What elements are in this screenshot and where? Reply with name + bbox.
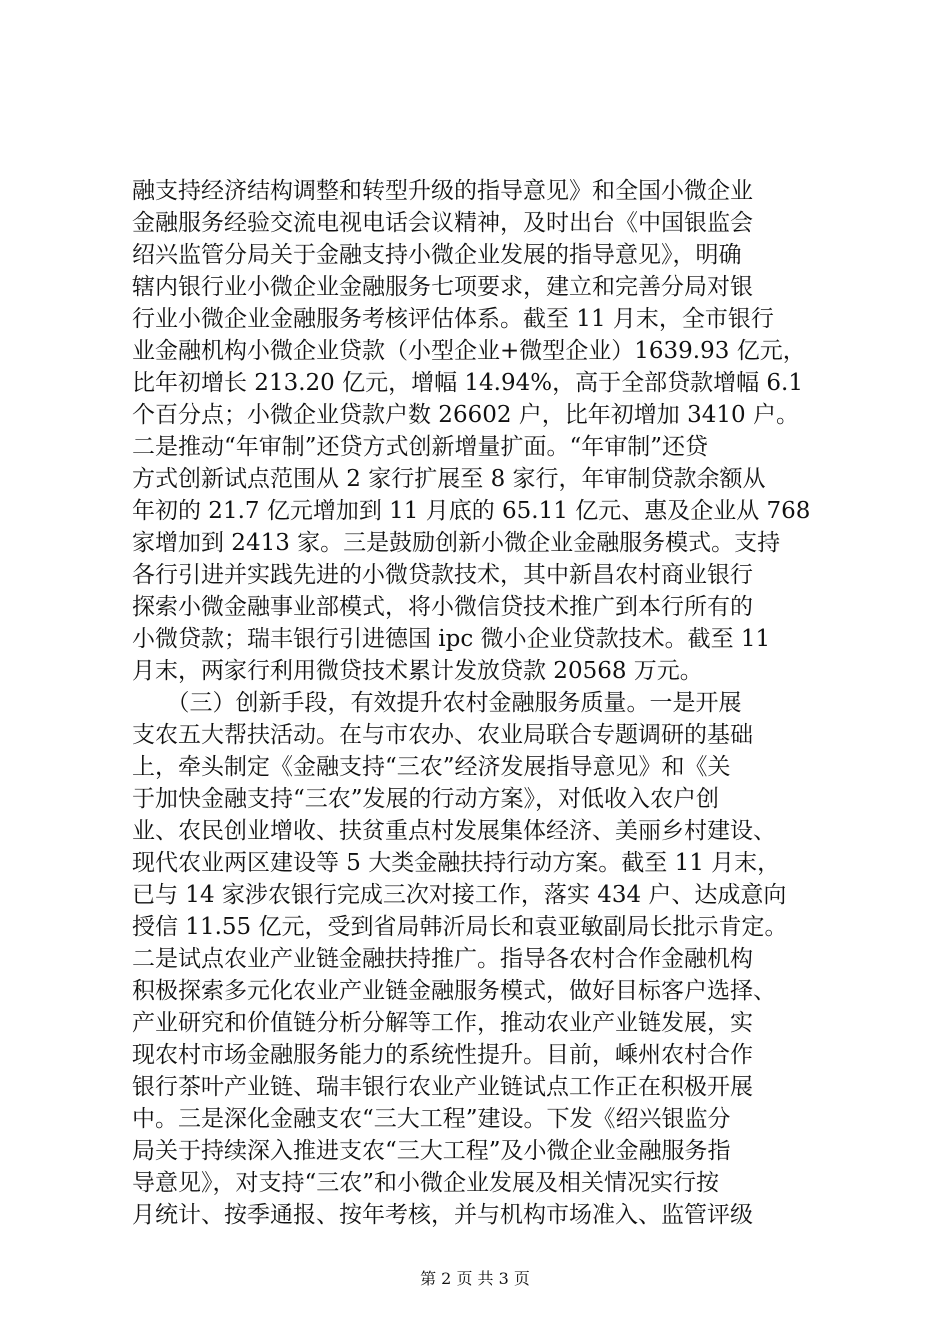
text-line: 已与 14 家涉农银行完成三次对接工作，落实 434 户、达成意向 [132, 882, 787, 908]
text-line: 于加快金融支持“三农”发展的行动方案》，对低收入农户创 [132, 786, 720, 812]
text-line: 中。三是深化金融支农“三大工程”建设。下发《绍兴银监分 [132, 1106, 731, 1132]
text-line: （三）创新手段，有效提升农村金融服务质量。一是开展 [132, 690, 742, 716]
body-text [132, 175, 832, 1231]
text-line: 个百分点；小微企业贷款户数 26602 户，比年初增加 3410 户。 [132, 402, 799, 428]
text-line: 银行茶叶产业链、瑞丰银行农业产业链试点工作正在积极开展 [132, 1074, 753, 1100]
text-line: 融支持经济结构调整和转型升级的指导意见》和全国小微企业 [132, 178, 753, 204]
text-line: 月末，两家行利用微贷技术累计发放贷款 20568 万元。 [132, 658, 703, 684]
text-line: 年初的 21.7 亿元增加到 11 月底的 65.11 亿元、惠及企业从 768 [132, 498, 811, 524]
text-line: 绍兴监管分局关于金融支持小微企业发展的指导意见》，明确 [132, 242, 742, 268]
text-line: 支农五大帮扶活动。在与市农办、农业局联合专题调研的基础 [132, 722, 753, 748]
text-line: 二是试点农业产业链金融扶持推广。指导各农村合作金融机构 [132, 946, 753, 972]
text-line: 金融服务经验交流电视电话会议精神，及时出台《中国银监会 [132, 210, 753, 236]
text-line: 现农村市场金融服务能力的系统性提升。目前，嵊州农村合作 [132, 1042, 753, 1068]
text-line: 产业研究和价值链分析分解等工作，推动农业产业链发展，实 [132, 1010, 753, 1036]
text-line: 各行引进并实践先进的小微贷款技术，其中新昌农村商业银行 [132, 562, 753, 588]
text-line: 导意见》，对支持“三农”和小微企业发展及相关情况实行按 [132, 1170, 720, 1196]
text-line: 小微贷款；瑞丰银行引进德国 ipc 微小企业贷款技术。截至 11 [132, 626, 771, 652]
text-line: 行业小微企业金融服务考核评估体系。截至 11 月末，全市银行 [132, 306, 774, 332]
text-line: 家增加到 2413 家。三是鼓励创新小微企业金融服务模式。支持 [132, 530, 781, 556]
text-line: 方式创新试点范围从 2 家行扩展至 8 家行，年审制贷款余额从 [132, 466, 766, 492]
text-line: 积极探索多元化农业产业链金融服务模式，做好目标客户选择、 [132, 978, 776, 1004]
text-line: 业、农民创业增收、扶贫重点村发展集体经济、美丽乡村建设、 [132, 818, 776, 844]
text-line: 探索小微金融事业部模式，将小微信贷技术推广到本行所有的 [132, 594, 753, 620]
text-line: 月统计、按季通报、按年考核，并与机构市场准入、监管评级 [132, 1202, 753, 1228]
text-line: 局关于持续深入推进支农“三大工程”及小微企业金融服务指 [132, 1138, 731, 1164]
text-line: 现代农业两区建设等 5 大类金融扶持行动方案。截至 11 月末， [132, 850, 781, 876]
text-line: 授信 11.55 亿元，受到省局韩沂局长和袁亚敏副局长批示肯定。 [132, 914, 788, 940]
text-line: 二是推动“年审制”还贷方式创新增量扩面。“年审制”还贷 [132, 434, 709, 460]
text-line: 上，牵头制定《金融支持“三农”经济发展指导意见》和《关 [132, 754, 731, 780]
text-line: 比年初增长 213.20 亿元，增幅 14.94%，高于全部贷款增幅 6.1 [132, 370, 803, 396]
text-line: 业金融机构小微企业贷款（小型企业+微型企业）1639.93 亿元， [132, 338, 806, 364]
text-line: 辖内银行业小微企业金融服务七项要求，建立和完善分局对银 [132, 274, 753, 300]
page-footer: 第 2 页 共 3 页 [420, 1269, 530, 1288]
